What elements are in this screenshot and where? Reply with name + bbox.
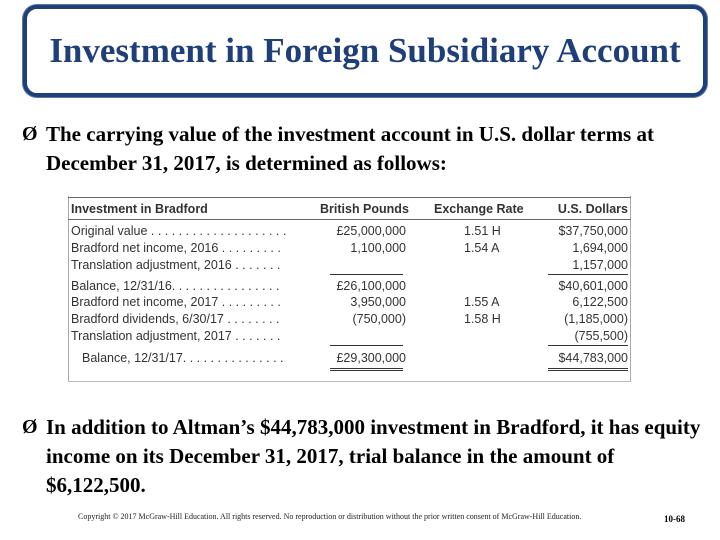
row-gbp: 1,100,000 xyxy=(350,241,406,255)
usd-total-rule xyxy=(548,345,628,346)
row-gbp: (750,000) xyxy=(352,312,406,326)
header-bottom-rule xyxy=(68,219,631,220)
gbp-subtotal-rule xyxy=(330,274,403,275)
row-rate: 1.54 A xyxy=(464,241,500,255)
row-label: Balance, 12/31/16. . . . . . . . . . . . . . . . xyxy=(71,279,280,293)
slide-title: Investment in Foreign Subsidiary Account xyxy=(49,31,681,70)
arrow-bullet-icon: Ø xyxy=(22,416,38,438)
row-label: Original value . . . . . . . . . . . . . . . . . . . . xyxy=(71,224,287,238)
row-gbp: £26,100,000 xyxy=(336,279,406,293)
gbp-double-rule-1 xyxy=(330,368,403,369)
bullet-2-text: In addition to Altman’s $44,783,000 investment in Bradford, it has equity income on its December 31, 2017, trial balance in the amount of $6,122,500. xyxy=(46,415,701,497)
row-usd: $37,750,000 xyxy=(558,224,628,238)
gbp-double-rule-2 xyxy=(330,370,403,371)
title-box xyxy=(23,5,707,97)
row-usd: 6,122,500 xyxy=(572,295,628,309)
page-number: 10-68 xyxy=(664,514,685,524)
row-rate: 1.51 H xyxy=(464,224,501,238)
bullet-1 xyxy=(22,120,702,178)
table-bottom-rule xyxy=(68,381,631,382)
row-usd: (755,500) xyxy=(574,329,628,343)
row-label: Translation adjustment, 2017 . . . . . . . xyxy=(71,329,281,343)
usd-subtotal-rule xyxy=(548,274,628,275)
row-label: Translation adjustment, 2016 . . . . . . . xyxy=(71,258,281,272)
row-usd: 1,694,000 xyxy=(572,241,628,255)
bullet-1-text: The carrying value of the investment account in U.S. dollar terms at December 31, 2017, is determined as follows: xyxy=(46,122,654,175)
header-british-pounds: British Pounds xyxy=(320,202,409,216)
table-top-rule xyxy=(68,197,631,198)
gbp-total-rule xyxy=(330,345,403,346)
row-rate: 1.55 A xyxy=(464,295,500,309)
row-gbp: £29,300,000 xyxy=(336,351,406,365)
row-usd: $40,601,000 xyxy=(558,279,628,293)
header-us-dollars: U.S. Dollars xyxy=(557,202,628,216)
row-usd: 1,157,000 xyxy=(572,258,628,272)
table-left-border xyxy=(68,196,69,382)
row-gbp: 3,950,000 xyxy=(350,295,406,309)
row-usd: $44,783,000 xyxy=(558,351,628,365)
copyright-footer: Copyright © 2017 McGraw-Hill Education. All rights reserved. No reproduction or distribution without the prior written consent of McGraw-Hill Education. xyxy=(78,512,582,521)
usd-double-rule-2 xyxy=(548,370,628,371)
bullet-2 xyxy=(22,413,702,500)
investment-table xyxy=(68,196,631,382)
usd-double-rule-1 xyxy=(548,368,628,369)
header-investment: Investment in Bradford xyxy=(71,202,208,216)
row-label: Bradford net income, 2016 . . . . . . . . . xyxy=(71,241,281,255)
row-gbp: £25,000,000 xyxy=(336,224,406,238)
table-right-border xyxy=(630,196,631,382)
row-label: Bradford dividends, 6/30/17 . . . . . . . . xyxy=(71,312,280,326)
row-rate: 1.58 H xyxy=(464,312,501,326)
arrow-bullet-icon: Ø xyxy=(22,123,38,145)
header-exchange-rate: Exchange Rate xyxy=(434,202,524,216)
row-usd: (1,185,000) xyxy=(564,312,628,326)
row-label: Bradford net income, 2017 . . . . . . . . . xyxy=(71,295,281,309)
row-label: Balance, 12/31/17. . . . . . . . . . . . . . . xyxy=(82,351,284,365)
